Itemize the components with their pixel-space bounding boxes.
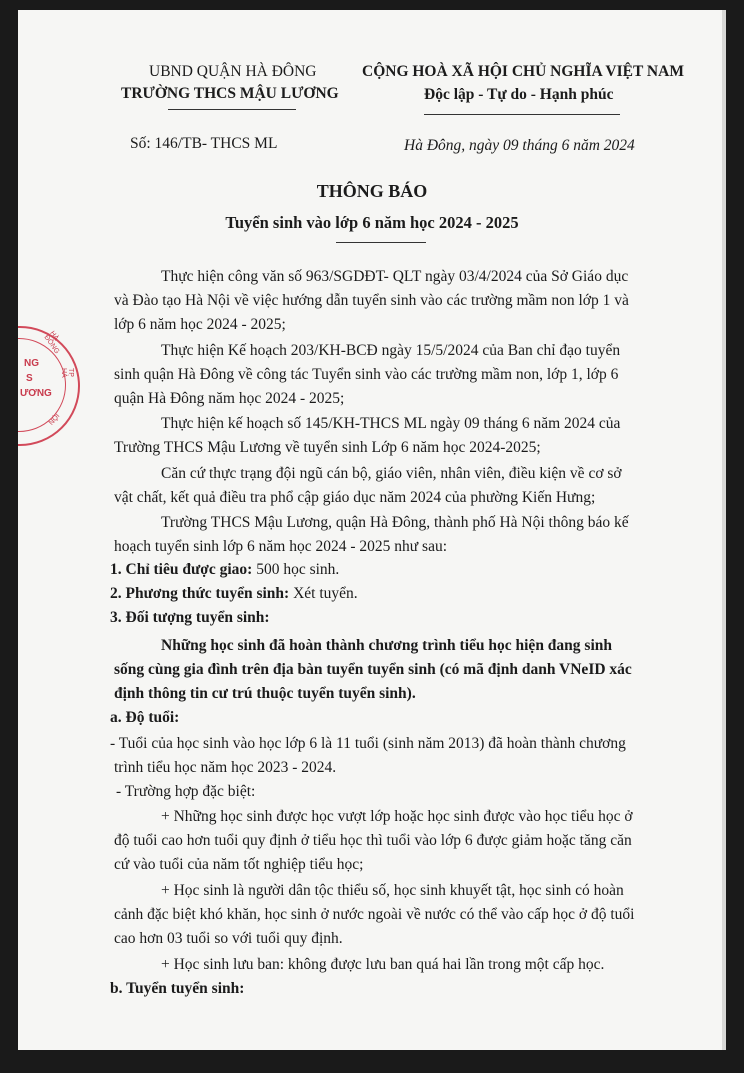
age-text: - Tuổi của học sinh vào học lớp 6 là 11 tuổi (sinh năm 2013) đã hoàn thành chương [110, 735, 626, 752]
school-seal [18, 326, 80, 446]
body-line: lớp 6 năm học 2024 - 2025; [114, 316, 286, 333]
age-text: + Học sinh là người dân tộc thiểu số, học sinh khuyết tật, học sinh có hoàn [161, 882, 624, 899]
document-number: Số: 146/TB- THCS ML [130, 135, 278, 152]
eligibility-text: định thông tin cư trú thuộc tuyển tuyển sinh). [114, 685, 416, 702]
body-line: sinh quận Hà Đông về công tác Tuyển sinh vào các trường mầm non, lớp 1, lớp 6 [114, 366, 619, 383]
seal-rim-right: TP HÀ [60, 368, 74, 378]
national-title: CỘNG HOÀ XÃ HỘI CHỦ NGHĨA VIỆT NAM [362, 63, 684, 80]
section-method-label: 2. Phương thức tuyển sinh: [110, 585, 290, 602]
age-text: độ tuổi cao hơn tuổi quy định ở tiểu học thì tuổi vào lớp 6 được giảm hoặc tăng căn [114, 832, 632, 849]
section-age-label: a. Độ tuổi: [110, 709, 180, 726]
age-text: - Trường hợp đặc biệt: [116, 783, 256, 800]
eligibility-text: Những học sinh đã hoàn thành chương trình tiểu học hiện đang sinh [161, 637, 613, 654]
age-text: + Học sinh lưu ban: không được lưu ban quá hai lần trong một cấp học. [161, 956, 605, 973]
body-line: Thực hiện Kế hoạch 203/KH-BCĐ ngày 15/5/2024 của Ban chỉ đạo tuyển [161, 342, 621, 359]
section-area-label: b. Tuyển tuyển sinh: [110, 980, 245, 997]
age-text: cứ vào tuổi của năm tốt nghiệp tiểu học; [114, 856, 364, 873]
seal-text-3: ƯƠNG [20, 388, 52, 399]
notice-title: THÔNG BÁO [316, 181, 428, 201]
body-line: Thực hiện công văn số 963/SGDĐT- QLT ngày 03/4/2024 của Sở Giáo dục [161, 268, 629, 285]
section-quota-label: 1. Chỉ tiêu được giao: [110, 561, 253, 578]
issuer-school: TRƯỜNG THCS MẬU LƯƠNG [121, 85, 339, 102]
section-quota [110, 561, 339, 579]
age-text: cảnh đặc biệt khó khăn, học sinh ở nước ngoài về nước có thể vào cấp học ở độ tuổi [114, 906, 635, 923]
section-quota-value: 500 học sinh. [252, 561, 340, 578]
document-date: Hà Đông, ngày 09 tháng 6 năm 2024 [404, 137, 635, 154]
body-line: hoạch tuyển sinh lớp 6 năm học 2024 - 2025 như sau: [114, 538, 448, 555]
notice-subtitle: Tuyển sinh vào lớp 6 năm học 2024 - 2025 [225, 213, 519, 232]
document-page [18, 10, 726, 1050]
body-line: Trường THCS Mậu Lương về tuyển sinh Lớp 6 năm học 2024-2025; [114, 439, 541, 456]
body-line: vật chất, kết quả điều tra phổ cập giáo dục năm 2024 của phường Kiến Hưng; [114, 489, 596, 506]
seal-rim-left: HÀ ĐÔNG [42, 330, 61, 356]
seal-text-2: S [26, 373, 33, 384]
age-text: trình tiểu học năm học 2023 - 2024. [114, 759, 337, 776]
eligibility-text: sống cùng gia đình trên địa bàn tuyển tuyển sinh (có mã định danh VNeID xác [114, 661, 632, 678]
section-method-value: Xét tuyển. [289, 585, 358, 602]
section-method [110, 585, 358, 603]
section-eligibility-label: 3. Đối tượng tuyển sinh: [110, 609, 270, 626]
body-line: quận Hà Đông năm học 2024 - 2025; [114, 390, 345, 407]
body-line: Trường THCS Mậu Lương, quận Hà Đông, thành phố Hà Nội thông báo kế [161, 514, 629, 531]
page-edge [722, 10, 726, 1050]
seal-text-1: NG [24, 358, 39, 369]
title-underline [336, 242, 426, 243]
age-text: + Những học sinh được học vượt lớp hoặc học sinh được vào học tiểu học ở [161, 808, 633, 825]
motto-underline [424, 114, 620, 115]
issuer-authority: UBND QUẬN HÀ ĐÔNG [149, 63, 317, 80]
age-text: cao hơn 03 tuổi so với tuổi quy định. [114, 930, 343, 947]
issuer-underline [168, 109, 296, 110]
body-line: Thực hiện kế hoạch số 145/KH-THCS ML ngày 09 tháng 6 năm 2024 của [161, 415, 621, 432]
seal-rim-bottom: IỘN [46, 411, 60, 426]
body-line: Căn cứ thực trạng đội ngũ cán bộ, giáo viên, nhân viên, điều kiện về cơ sở [161, 465, 622, 482]
national-motto: Độc lập - Tự do - Hạnh phúc [424, 86, 614, 103]
body-line: và Đào tạo Hà Nội về việc hướng dẫn tuyển sinh vào các trường mầm non lớp 1 và [114, 292, 629, 309]
